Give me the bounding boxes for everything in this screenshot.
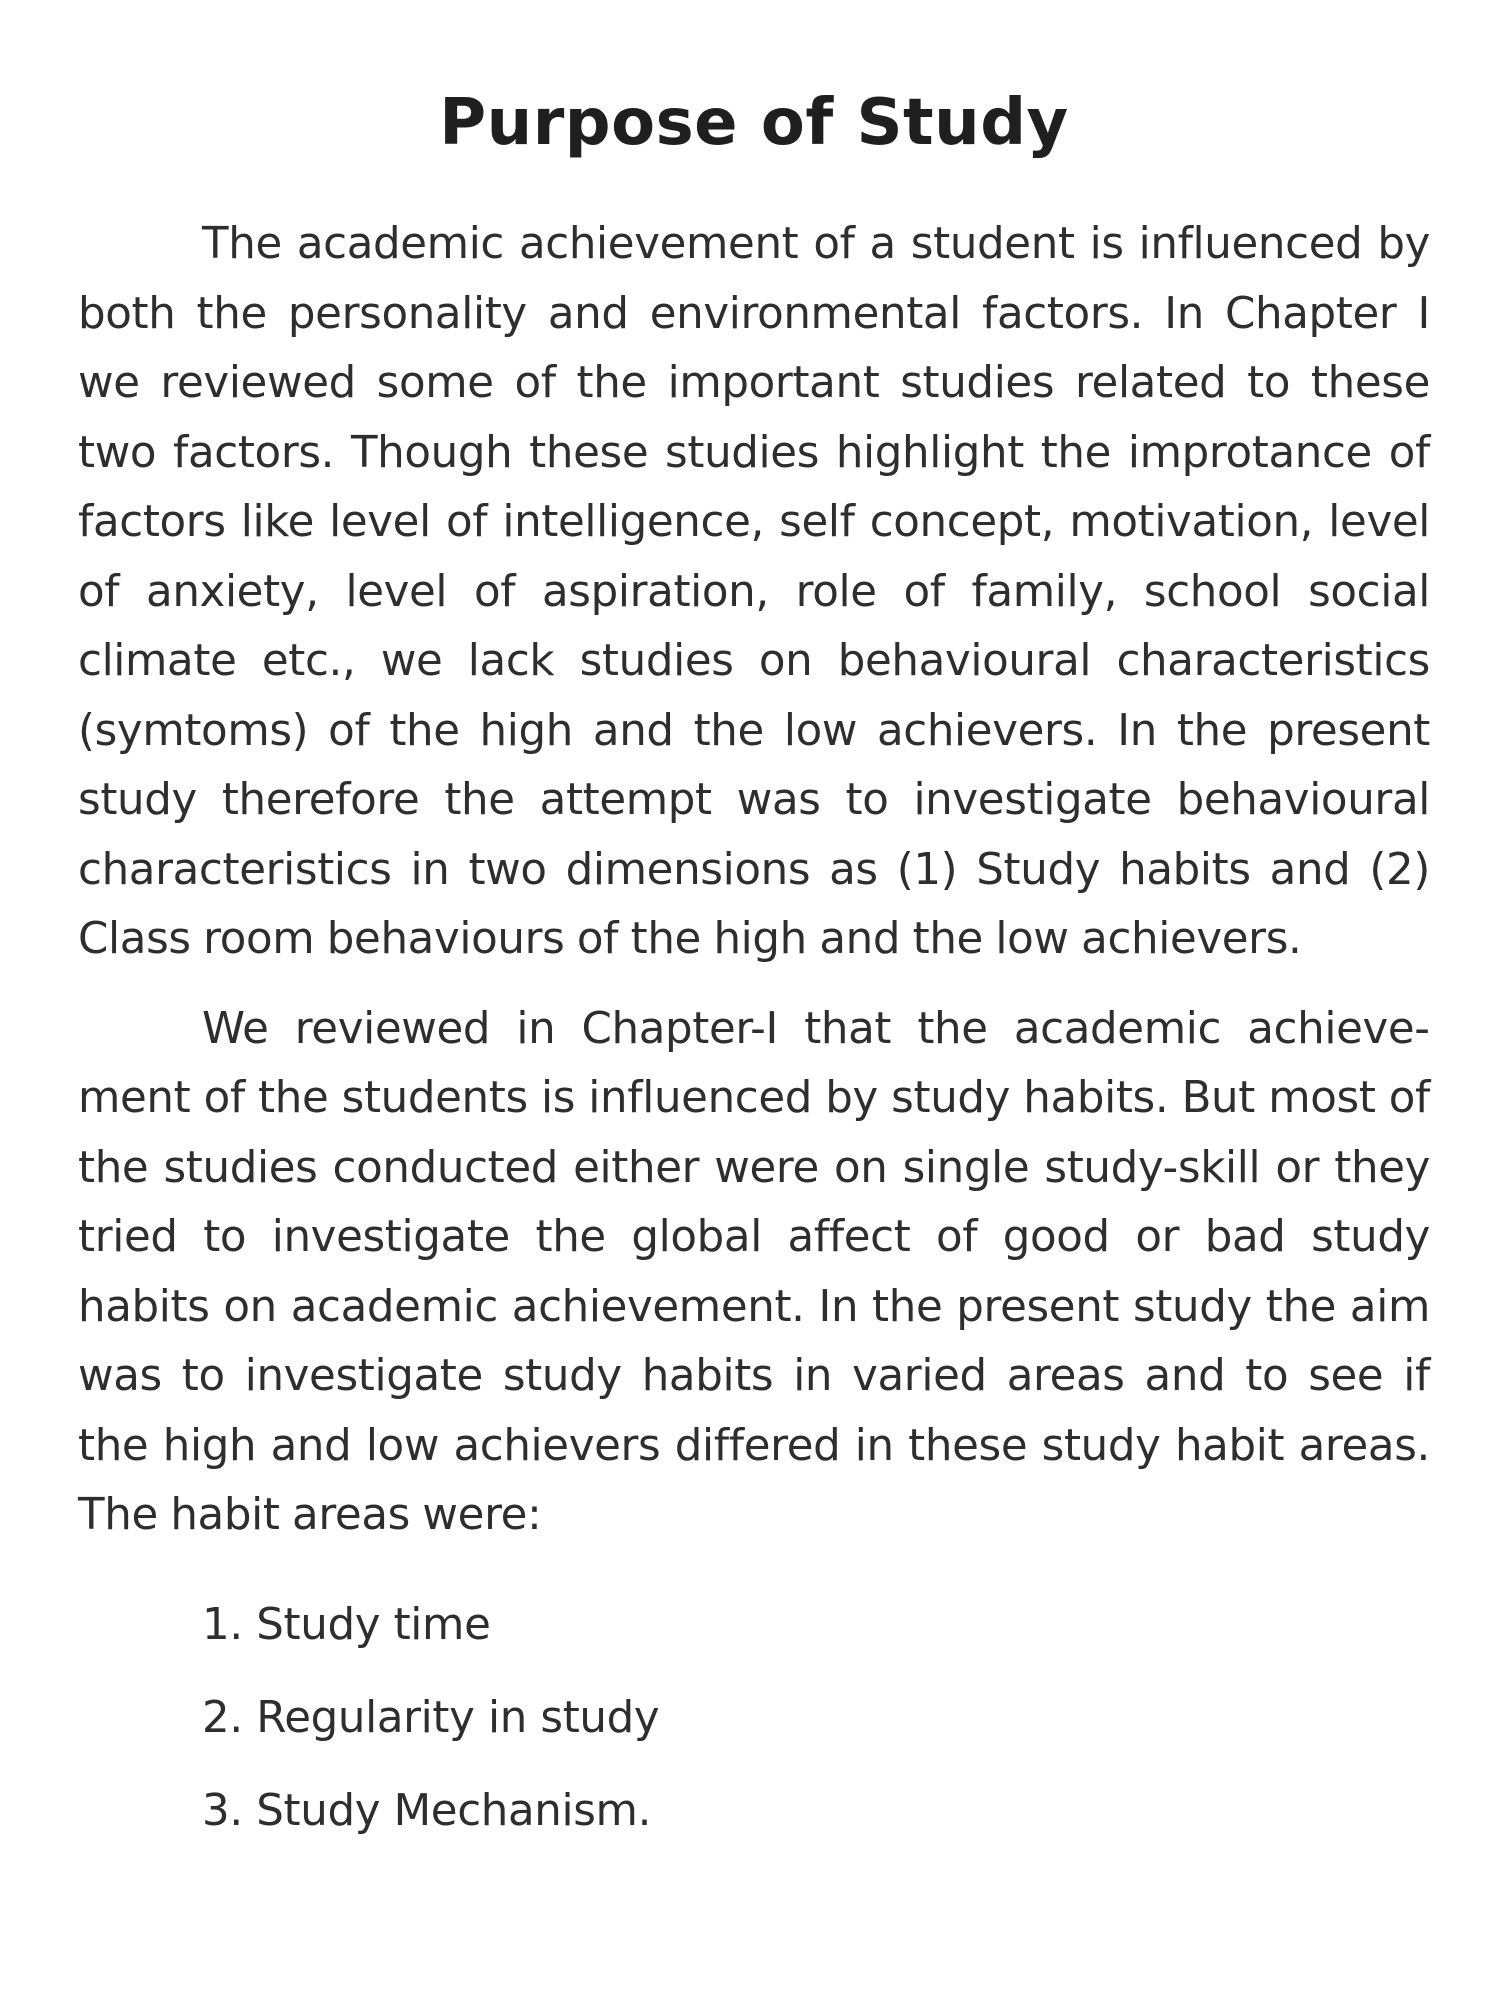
list-item: 3. Study Mechanism.: [202, 1785, 652, 1836]
page-title: Purpose of Study: [439, 86, 1069, 160]
paragraph-study-habits: We reviewed in Chapter-I that the academic achievement of the students is influenced by study habits. But most of the studies conducted either were on single study-skill or they tried to investigate the global affect of good or bad study habits on academic achievement. In the present study the aim was to investigate study habits in varied areas and to see if the high and low achievers differed in these study habit areas. The habit areas were:: [78, 1003, 1430, 1540]
list-item: 2. Regularity in study: [202, 1692, 660, 1743]
list-item: 1. Study time: [202, 1599, 491, 1650]
habit-areas-list: [78, 1579, 1430, 1858]
paragraph-intro: The academic achievement of a student is influenced by both the personality and environmental factors. In Chapter I we reviewed some of the important studies related to these two factors. Though these studies highlight the improtance of factors like level of intelligence, self concept, motivation, level of anxiety, level of aspiration, role of family, school social climate etc., we lack studies on behavioural characteristics (symtoms) of the high and the low achievers. In the present study therefore the attempt was to investigate behavioural characteristics in two dimensions as (1) Study habits and (2) Class room behaviours of the high and the low achievers.: [78, 219, 1430, 964]
